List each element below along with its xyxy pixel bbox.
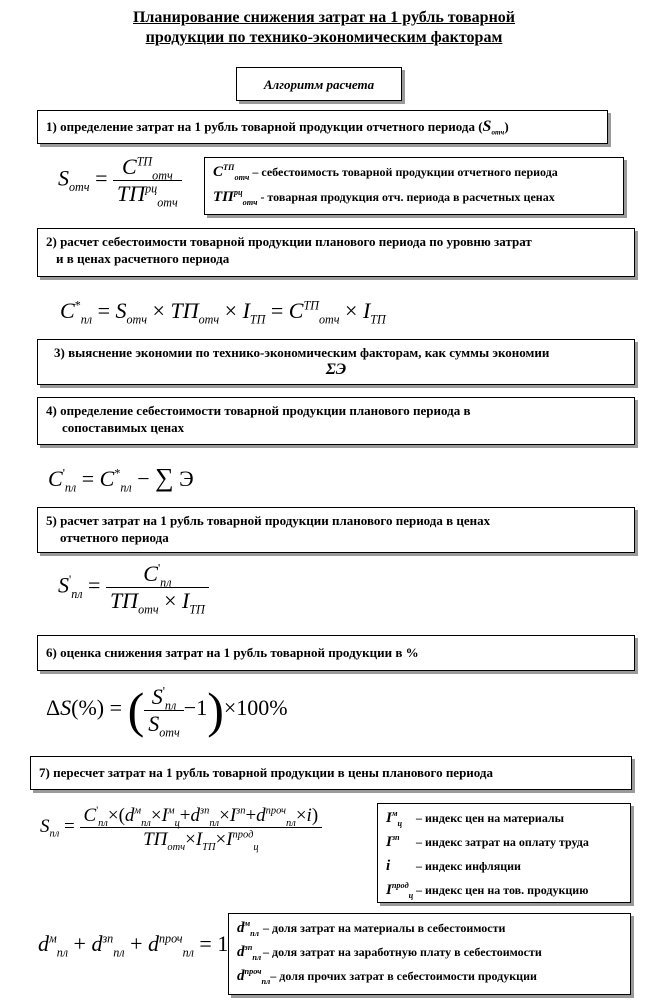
l1-C-sub: отч [234,173,250,182]
legend-3-text-1: – доля затрат на материалы в себестоимости [263,921,506,935]
f7-d2-sup: зп [200,805,210,817]
f8-d1-sup: м [49,931,57,946]
f2-TP: ТП [170,298,199,323]
legend-1-row-1 [213,160,615,185]
f2-C2-sup: ТП [303,298,319,313]
f5-S-sub: пл [71,586,83,601]
l3-d3-sub: пл [261,977,271,986]
l2-I4: I [386,882,392,898]
formula-5: $S'_{пл}$ = $\frac{C'_{пл}}{ТП_{отч} \times I_{ТП}}$ [58,563,209,612]
l3-d1: d [237,920,245,936]
step-7-box [30,756,632,790]
title-line-1: Планирование снижения затрат на 1 рубль товарной [132,9,516,26]
formula-1: $S_{отч}$ = $\frac{C^{ТП}_{отч}}{ТП^{рц}_{отч}}$ [58,156,182,205]
f7-d2-sub: пл [209,817,220,829]
formula-6: ΔS(%) = ( $\frac{S'_{пл}}{S_{отч}}$ −1)×100% [46,682,288,739]
f6-S3-sub: отч [159,724,180,739]
step-1-close: ) [504,119,509,134]
l3-d1-sup: м [244,919,251,928]
f7-I1-sup: м [167,805,175,817]
step-1-symbol-sub: отч [491,128,505,137]
step-4-line-2: сопоставимых ценах [62,420,185,435]
f7-d1-sub: пл [141,817,151,829]
f2-I2-sub: ТП [370,312,386,327]
f1-TP-sub: отч [157,195,178,210]
f5-TP: ТП [109,588,139,613]
f5-S: S [58,572,69,598]
f7-C: C [83,805,97,826]
f2-C: C [60,298,75,323]
f7-I2-sup: зп [236,805,246,817]
f4-C2: C [99,466,115,491]
f7-C-sub: пл [98,817,108,829]
formula-4: $C'_{пл} = C^*_{пл}$ − ∑ Э [48,463,194,495]
f8-d2: d [91,931,103,956]
legend-2-row-1 [386,806,622,830]
f6-pct-expr: (%) [71,695,105,721]
l3-d2-sub: пл [252,953,262,962]
f1-S-sub: отч [69,179,90,194]
l2-I1-sub: ц [397,819,403,828]
f8-d3: d [147,931,159,956]
step-2-line-1: 2) расчет себестоимости товарной продукции планового периода по уровню затрат [46,234,532,249]
f1-TP: ТП [116,181,146,206]
f4-sigma: ∑ [155,463,174,492]
f6-S2-sub: пл [164,697,177,712]
f7-TP-sub: отч [167,841,186,853]
f2-I-sub: ТП [249,312,266,327]
f7-I4-sup: прод [232,829,254,841]
legend-2-row-4 [386,878,622,902]
l3-d1-sub: пл [250,929,259,938]
f2-C2: C [288,298,304,323]
f6-fraction: $\frac{S'_{пл}}{S_{отч}}$ [144,686,184,735]
l3-d2-sup: зп [244,943,253,952]
f7-I1-sub: ц [174,817,180,829]
step-3-line-2: ΣЭ [325,361,347,378]
l1-TP: ТП [213,189,234,205]
f6-S3: S [148,710,160,736]
f5-C: C [143,561,158,586]
step-1-text: 1) определение затрат на 1 рубль товарной продукции отчетного периода ( [46,119,483,134]
step-3-line-1: 3) выяснение экономии по технико-экономическим факторам, как суммы экономии [54,345,550,360]
f6-pct: 100% [236,695,288,721]
formula-8: $d^м_{пл} + d^{зп}_{пл} + d^{проч}_{пл} = 1$ [38,931,229,960]
step-3-box [37,339,635,385]
l3-d2: d [237,944,245,960]
legend-3-row-1 [237,916,622,940]
f6-delta: Δ [46,695,61,721]
page-title [0,8,648,48]
f8-d1-sub: пл [56,945,69,960]
step-4-line-1: 4) определение себестоимости товарной продукции планового периода в [46,403,471,418]
legend-1-text-1: – себестоимость товарной продукции отчетного периода [252,165,558,179]
legend-3-row-3 [237,964,622,988]
f2-C-sub: пл [80,312,93,327]
l1-TP-sub: отч [242,198,258,207]
f7-S: S [40,815,50,837]
legend-1 [204,157,624,215]
legend-3-text-2: – доля затрат на заработную плату в себестоимости [263,945,542,959]
f5-fraction: $\frac{C'_{пл}}{ТП_{отч} \times I_{ТП}}$ [106,563,209,612]
f1-C-sup: ТП [136,154,153,169]
f8-d3-sub: пл [182,945,194,960]
f4-E: Э [179,466,194,491]
f2-I2: I [362,298,371,323]
step-5-line-2: отчетного периода [60,530,169,545]
l2-I4-sub: ц [408,891,414,900]
legend-3 [228,913,631,995]
algorithm-label [236,67,402,101]
legend-3-row-2 [237,940,622,964]
f5-TP-sub: отч [138,602,159,617]
step-5-box [37,507,635,553]
f7-I3-sub: ТП [202,841,216,853]
legend-2-row-2 [386,830,622,854]
l2-I4-sup: прод [391,881,409,890]
f2-S-sub: отч [126,312,148,327]
step-2-line-2: и в ценах расчетного периода [56,251,230,266]
legend-3-text-3: – доля прочих затрат в себестоимости продукции [270,969,537,983]
legend-2-text-3: – индекс инфляции [416,859,521,873]
f7-I3: I [195,829,203,850]
step-6-box [37,635,635,671]
legend-2-row-3 [386,854,622,878]
algorithm-label-text: Алгоритм расчета [263,77,375,92]
l3-d3: d [237,968,245,984]
f7-d2: d [190,805,201,826]
f1-S: S [58,165,69,191]
l2-I2: I [386,834,392,850]
step-4-box [37,397,635,445]
f1-C: C [122,154,137,179]
step-6-text: 6) оценка снижения затрат на 1 рубль товарной продукции в % [46,645,419,660]
f6-one: 1 [196,695,208,721]
legend-2-text-4: – индекс цен на тов. продукцию [416,883,589,897]
f2-I: I [242,298,250,323]
f7-TP: ТП [143,829,168,850]
l2-I1-sup: м [391,809,398,818]
f7-d3-sup: проч [265,805,287,817]
f6-S2: S [151,683,163,709]
f8-d1: d [38,931,49,956]
legend-2-text-2: – индекс затрат на оплату труда [416,835,589,849]
f7-I4-sub: ц [253,841,259,853]
f7-d1-sup: м [134,805,142,817]
f6-S: S [60,695,72,721]
f7-I2: I [229,805,237,826]
f8-d3-sup: проч [158,931,183,946]
f2-S: S [115,298,127,323]
title-line-2: продукции по технико-экономическим факторам [145,29,503,46]
f7-d1: d [124,805,135,826]
f4-C2-sub: пл [120,480,132,495]
formula-2: $C^*_{пл} = S_{отч} \times ТП_{отч} \times I_{ТП} = C^{ТП}_{отч} \times I_{ТП}$ [60,298,386,327]
f1-C-sub: отч [152,168,173,183]
f7-i: i [306,805,312,826]
f7-fraction: $\frac{C'_{пл}\times(d^м_{пл}\times I^м_ц+d^{зп}_{пл}\times I^{зп}+d^{проч}_{пл}\times i)}{ТП_{отч}\times I_{ТП}\times I^{прод}_ц}$ [80,806,323,849]
f2-C2-sub: отч [318,312,340,327]
step-5-line-1: 5) расчет затрат на 1 рубль товарной продукции планового периода в ценах [46,513,491,528]
legend-1-text-2: - товарная продукция отч. периода в расчетных ценах [260,190,555,204]
f7-I1: I [161,805,168,826]
l1-C-sup: ТП [223,163,235,172]
f5-I: I [182,588,190,613]
f2-TP-sub: отч [198,312,220,327]
l1-C: C [213,164,224,180]
f7-d3-sub: пл [286,817,296,829]
f7-d3: d [256,805,266,826]
f7-I4: I [226,829,233,850]
step-1-symbol: S [482,118,492,135]
f4-C-sub: пл [64,480,77,495]
f4-C: C [48,466,63,491]
l2-I2-sup: зп [391,833,400,842]
legend-1-row-2 [213,185,615,210]
f8-d2-sub: пл [113,945,125,960]
legend-2-text-1: – индекс цен на материалы [416,811,565,825]
step-7-text: 7) пересчет затрат на 1 рубль товарной продукции в цены планового периода [39,765,493,780]
f1-TP-sup: рц [145,181,158,196]
l2-i: i [386,858,391,874]
legend-2 [377,803,631,903]
l2-I1: I [386,810,392,826]
formula-7: $S_{пл}$ = $\frac{C'_{пл}\times(d^м_{пл}\times I^м_ц+d^{зп}_{пл}\times I^{зп}+d^{проч}_{пл}\times i)}{ТП_{отч}\times I_{ТП}\times I^{прод}_ц}$ [40,806,322,849]
f8-d2-sup: зп [102,931,114,946]
f5-I-sub: ТП [189,602,205,617]
f5-C-sub: пл [160,575,172,590]
step-2-box [37,228,635,277]
f7-S-sub: пл [49,828,60,840]
l3-d3-sup: проч [244,967,262,976]
l1-TP-sup: рц [233,188,243,197]
f8-one: 1 [217,931,229,956]
step-1-box [37,110,608,144]
